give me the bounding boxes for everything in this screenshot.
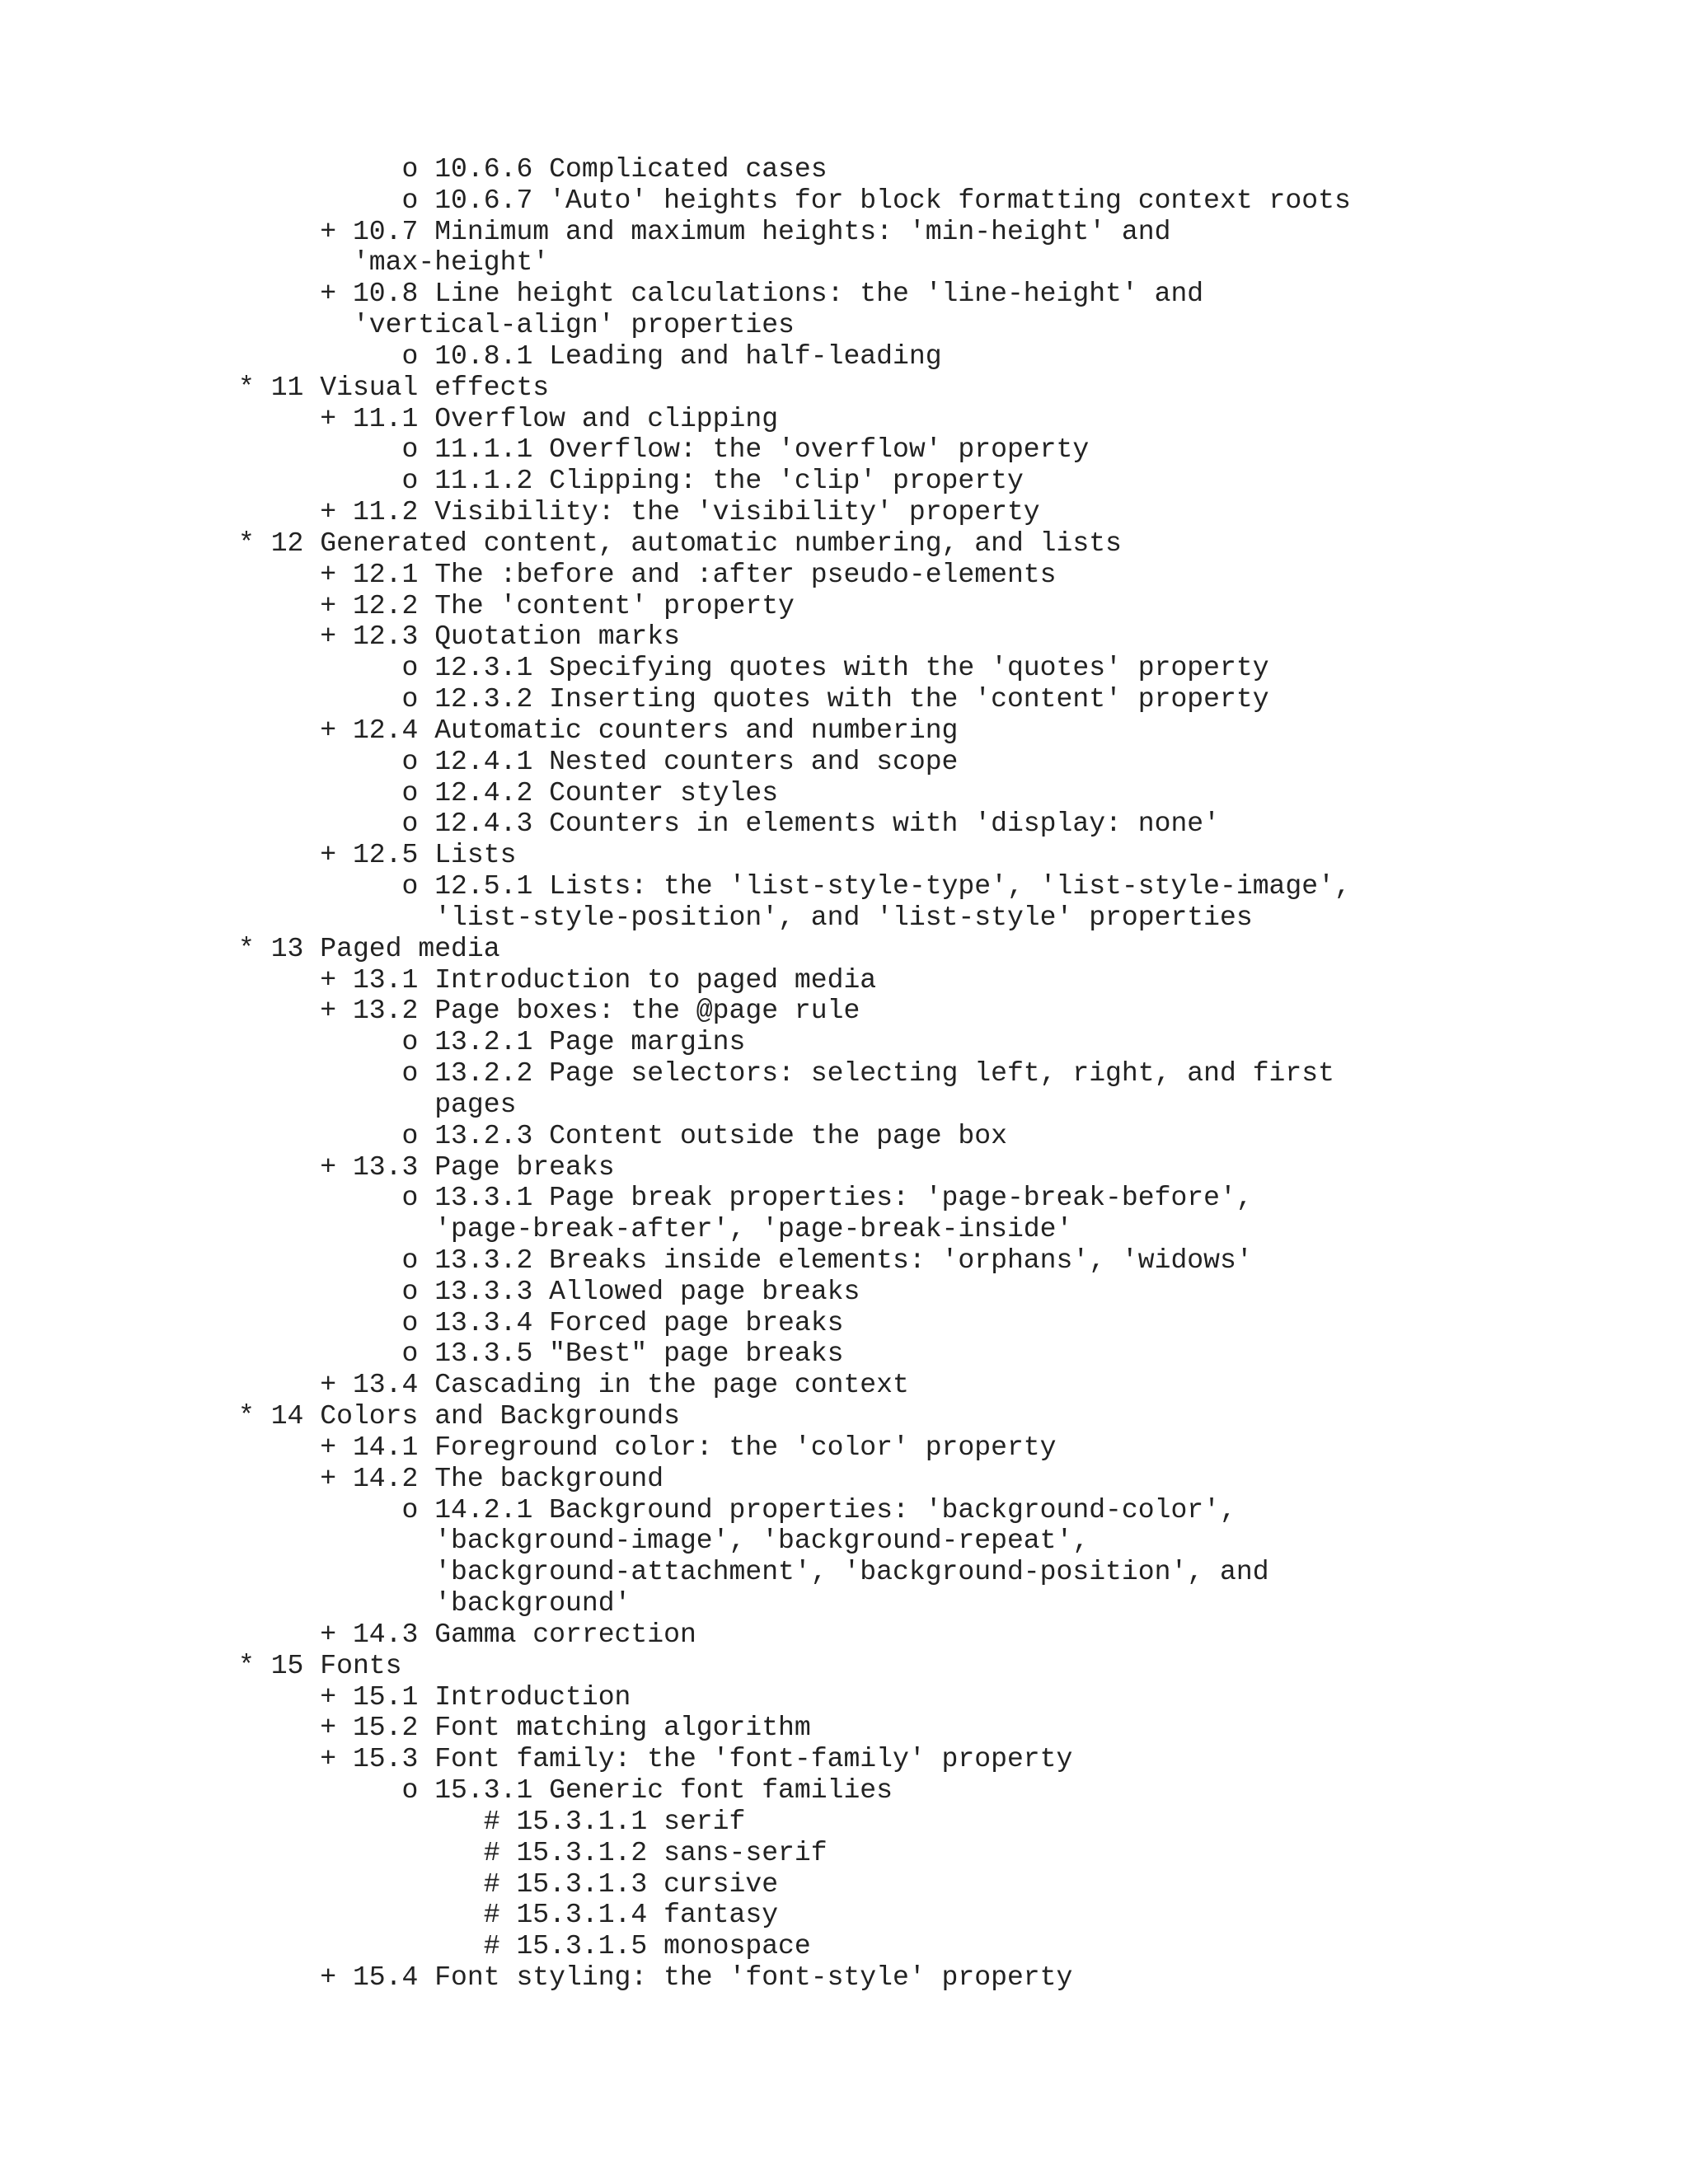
toc-line: o 13.2.1 Page margins xyxy=(238,1026,746,1058)
toc-line: 'list-style-position', and 'list-style' properties xyxy=(238,901,1253,933)
toc-line: + 12.3 Quotation marks xyxy=(238,621,680,653)
toc-line: # 15.3.1.1 serif xyxy=(238,1805,746,1837)
toc-line: o 13.3.3 Allowed page breaks xyxy=(238,1275,860,1307)
toc-line: o 10.6.7 'Auto' heights for block formatting context roots xyxy=(238,184,1351,216)
toc-line: o 12.5.1 Lists: the 'list-style-type', 'list-style-image', xyxy=(238,870,1351,902)
toc-line: + 14.2 The background xyxy=(238,1462,664,1494)
toc-line: * 15 Fonts xyxy=(238,1649,402,1681)
toc-line: o 13.3.2 Breaks inside elements: 'orphans', 'widows' xyxy=(238,1244,1253,1276)
toc-line: o 13.2.3 Content outside the page box xyxy=(238,1119,1007,1151)
toc-line: * 12 Generated content, automatic numbering, and lists xyxy=(238,527,1122,559)
toc-line: o 14.2.1 Background properties: 'background-color', xyxy=(238,1493,1236,1526)
toc-line: + 12.2 The 'content' property xyxy=(238,589,795,621)
toc-line: + 14.3 Gamma correction xyxy=(238,1618,696,1650)
toc-line: + 12.5 Lists xyxy=(238,839,517,871)
toc-line: o 13.2.2 Page selectors: selecting left, right, and first xyxy=(238,1057,1334,1090)
toc-line: # 15.3.1.2 sans-serif xyxy=(238,1836,828,1868)
toc-line: 'page-break-after', 'page-break-inside' xyxy=(238,1213,1073,1245)
toc-line: + 15.3 Font family: the 'font-family' property xyxy=(238,1743,1073,1775)
toc-line: + 11.2 Visibility: the 'visibility' property xyxy=(238,496,1040,528)
toc-line: + 12.4 Automatic counters and numbering xyxy=(238,714,959,746)
table-of-contents xyxy=(238,154,1351,1994)
toc-line: + 14.1 Foreground color: the 'color' property xyxy=(238,1431,1057,1463)
toc-line: * 11 Visual effects xyxy=(238,371,550,403)
toc-line: o 12.3.1 Specifying quotes with the 'quotes' property xyxy=(238,652,1269,684)
toc-line: + 15.1 Introduction xyxy=(238,1680,631,1713)
toc-line: 'background-image', 'background-repeat', xyxy=(238,1525,1090,1557)
toc-line: * 13 Paged media xyxy=(238,932,500,964)
toc-line: + 15.2 Font matching algorithm xyxy=(238,1712,811,1744)
toc-line: pages xyxy=(238,1088,517,1120)
toc-line: # 15.3.1.4 fantasy xyxy=(238,1899,779,1931)
toc-line: o 12.4.2 Counter styles xyxy=(238,776,779,808)
toc-line: + 13.1 Introduction to paged media xyxy=(238,963,877,996)
toc-line: o 12.4.3 Counters in elements with 'display: none' xyxy=(238,808,1221,840)
toc-line: + 13.3 Page breaks xyxy=(238,1151,615,1183)
toc-line: o 11.1.1 Overflow: the 'overflow' property xyxy=(238,434,1090,466)
toc-line: + 15.4 Font styling: the 'font-style' property xyxy=(238,1961,1073,1994)
toc-line: o 12.4.1 Nested counters and scope xyxy=(238,745,959,777)
toc-line: + 10.7 Minimum and maximum heights: 'min-height' and xyxy=(238,215,1171,247)
toc-line: * 14 Colors and Backgrounds xyxy=(238,1400,680,1432)
toc-line: o 11.1.2 Clipping: the 'clip' property xyxy=(238,465,1024,497)
toc-line: o 15.3.1 Generic font families xyxy=(238,1774,893,1807)
toc-line: # 15.3.1.5 monospace xyxy=(238,1930,811,1962)
toc-line: o 13.3.4 Forced page breaks xyxy=(238,1306,844,1338)
toc-line: + 10.8 Line height calculations: the 'line-height' and xyxy=(238,278,1204,310)
toc-line: o 10.6.6 Complicated cases xyxy=(238,153,828,185)
toc-line: 'max-height' xyxy=(238,246,550,279)
toc-line: + 11.1 Overflow and clipping xyxy=(238,402,779,434)
toc-line: o 12.3.2 Inserting quotes with the 'content' property xyxy=(238,683,1269,715)
toc-line: 'background-attachment', 'background-position', and xyxy=(238,1556,1269,1588)
toc-line: 'background' xyxy=(238,1587,631,1619)
toc-line: + 12.1 The :before and :after pseudo-elements xyxy=(238,558,1057,590)
toc-line: + 13.2 Page boxes: the @page rule xyxy=(238,995,860,1027)
toc-line: 'vertical-align' properties xyxy=(238,309,795,341)
toc-line: o 13.3.5 "Best" page breaks xyxy=(238,1338,844,1370)
toc-line: o 13.3.1 Page break properties: 'page-break-before', xyxy=(238,1182,1253,1214)
toc-line: # 15.3.1.3 cursive xyxy=(238,1868,779,1900)
toc-line: o 10.8.1 Leading and half-leading xyxy=(238,340,942,372)
toc-line: + 13.4 Cascading in the page context xyxy=(238,1369,909,1401)
